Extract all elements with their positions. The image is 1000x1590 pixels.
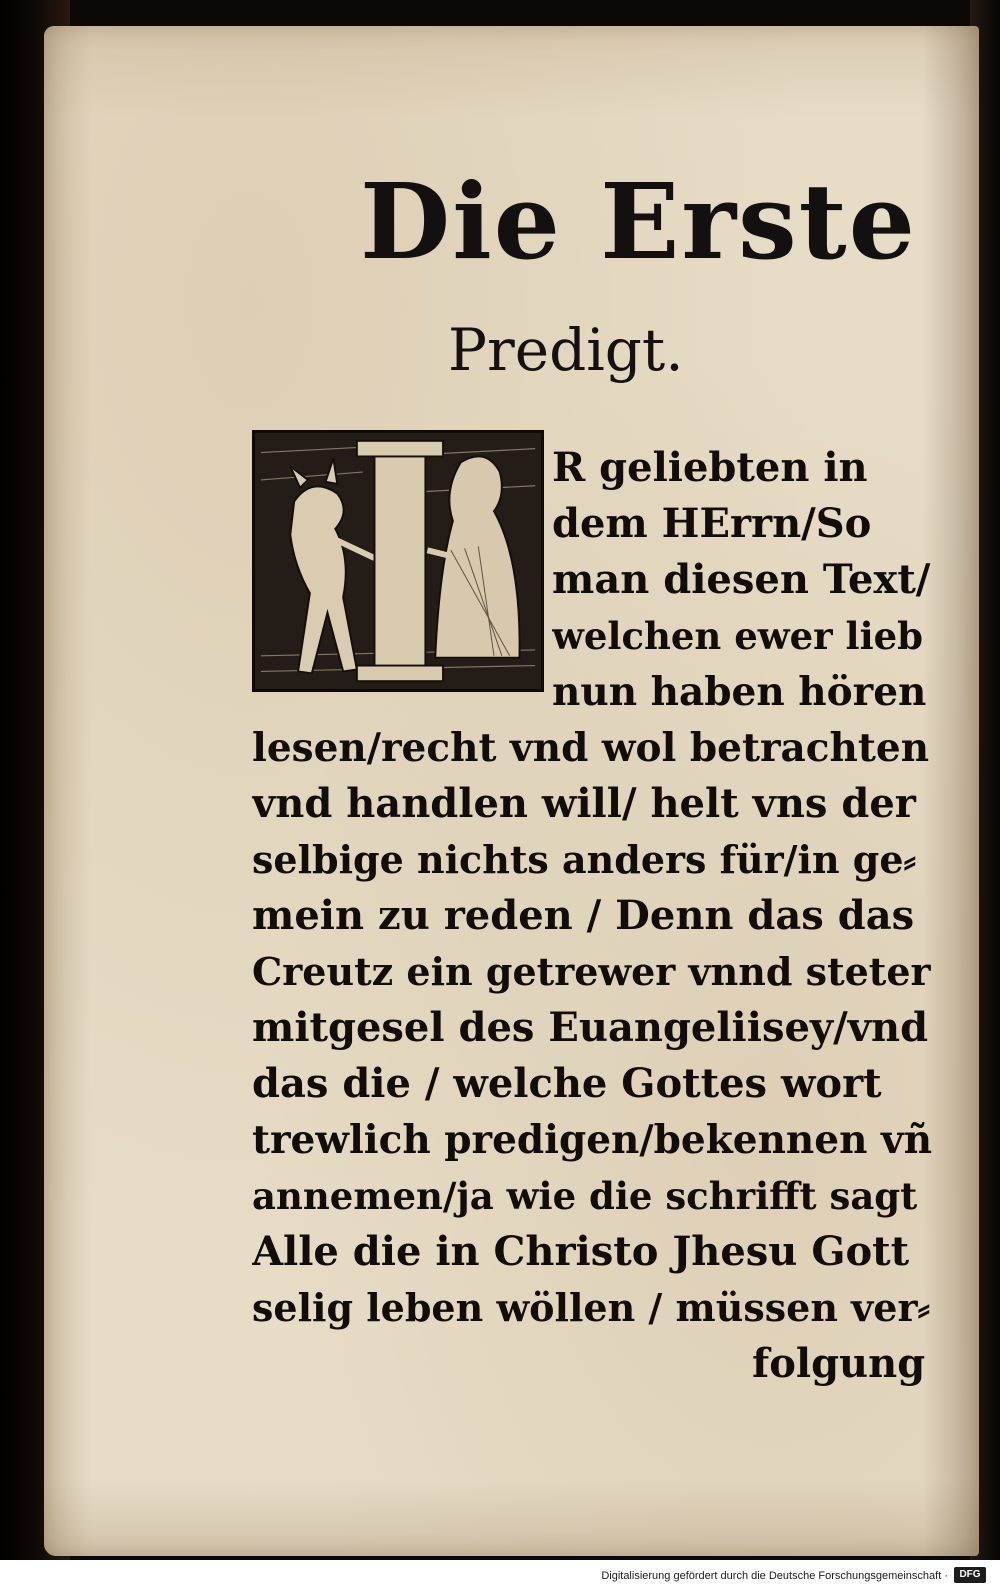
text-line: Alle die in Christo Jhesu Gott xyxy=(252,1228,910,1275)
text-line: dem HErrn/So xyxy=(552,500,872,547)
text-line: welchen ewer lieb xyxy=(552,614,924,658)
text-line: R geliebten in xyxy=(552,444,868,491)
funding-credit: Digitalisierung gefördert durch die Deutsche Forschungsgemeinschaft · xyxy=(601,1570,948,1582)
digitization-footer xyxy=(0,1560,1000,1590)
text-line: trewlich predigen/bekennen vñ xyxy=(252,1117,932,1163)
dfg-logo[interactable]: DFG xyxy=(954,1567,986,1583)
text-line: selbige nichts anders für/in ge⸗ xyxy=(252,837,917,882)
page-subtitle: Predigt. xyxy=(448,316,684,384)
catchword: folgung xyxy=(752,1340,926,1387)
text-line: mitgesel des Euangeliisey/vnd xyxy=(252,1004,929,1051)
text-line: vnd handlen will/ helt vns der xyxy=(252,780,916,827)
text-line: annemen/ja wie die schrifft sagt xyxy=(252,1174,918,1218)
text-line: das die / welche Gottes wort xyxy=(252,1060,882,1107)
text-line: selig leben wöllen / müssen ver⸗ xyxy=(252,1285,931,1330)
text-line: man diesen Text/ xyxy=(552,556,931,603)
text-line: mein zu reden / Denn das das xyxy=(252,892,915,939)
woodcut-initial-i xyxy=(252,430,544,692)
text-line: nun haben hören xyxy=(552,669,927,715)
text-line: lesen/recht vnd wol betrachten xyxy=(252,725,930,771)
text-line: Creutz ein getrewer vnnd steter xyxy=(252,949,931,994)
page-title: Die Erste xyxy=(360,160,917,283)
